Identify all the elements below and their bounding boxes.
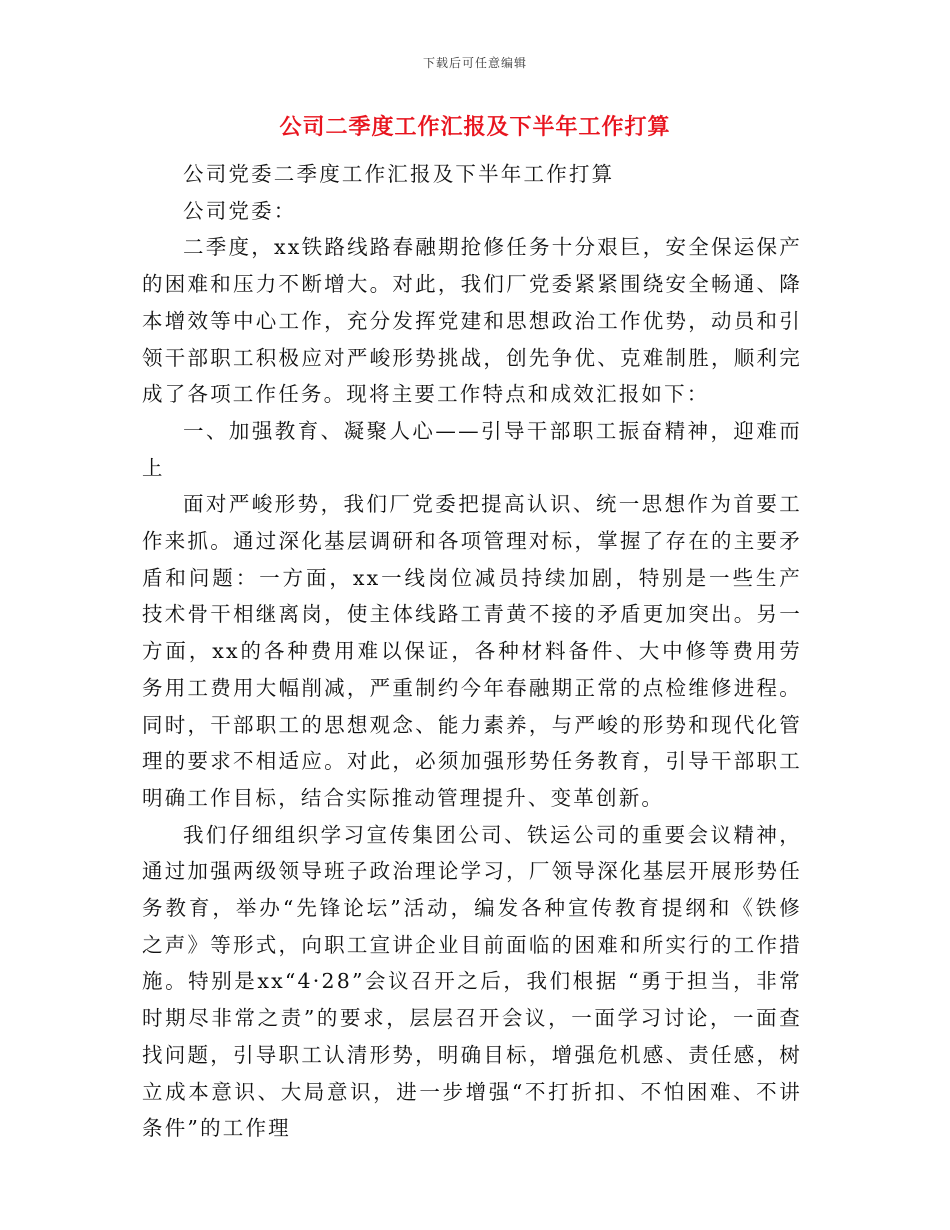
section-heading-1: 一、加强教育、凝聚人心——引导干部职工振奋精神，迎难而上 <box>142 418 802 480</box>
paragraph-body-2: 我们仔细组织学习宣传集团公司、铁运公司的重要会议精神，通过加强两级领导班子政治理论学习，厂领导深化基层开展形势任务教育，举办“先锋论坛”活动，编发各种宣传教育提纲和《铁修之声》等形式，向职工宣讲企业目前面临的困难和所实行的工作措施。特别是xx“4·28”会议召开之后，我们根据 “勇于担当，非常时期尽非常之责”的要求，层层召开会议，一面学习讨论，一面查找问题，引导职工认清形势，明确目标，增强危机感、责任感，树立成本意识、大局意识，进一步增强“不打折扣、不怕困难、不讲条件”的工作理 <box>142 822 802 1141</box>
paragraph-subtitle: 公司党委二季度工作汇报及下半年工作打算 <box>183 162 615 186</box>
paragraph-body-1: 面对严峻形势，我们厂党委把提高认识、统一思想作为首要工作来抓。通过深化基层调研和各项管理对标，掌握了存在的主要矛盾和问题：一方面，xx一线岗位减员持续加剧，特别是一些生产技术骨干相继离岗，使主体线路工青黄不接的矛盾更加突出。另一方面，xx的各种费用难以保证，各种材料备件、大中修等费用劳务用工费用大幅削减，严重制约今年春融期正常的点检维修进程。同时，干部职工的思想观念、能力素养，与严峻的形势和现代化管理的要求不相适应。对此，必须加强形势任务教育，引导干部职工明确工作目标，结合实际推动管理提升、变革创新。 <box>142 492 802 810</box>
document-title: 公司二季度工作汇报及下半年工作打算 <box>279 114 671 140</box>
header-note: 下载后可任意编辑 <box>422 56 527 70</box>
paragraph-addressee: 公司党委： <box>183 198 297 223</box>
document-body <box>142 156 802 1147</box>
paragraph-intro: 二季度，xx铁路线路春融期抢修任务十分艰巨，安全保运保产的困难和压力不断增大。对此，我们厂党委紧紧围绕安全畅通、降本增效等中心工作，充分发挥党建和思想政治工作优势，动员和引领干部职工积极应对严峻形势挑战，创先争优、克难制胜，顺利完成了各项工作任务。现将主要工作特点和成效汇报如下： <box>142 235 802 407</box>
